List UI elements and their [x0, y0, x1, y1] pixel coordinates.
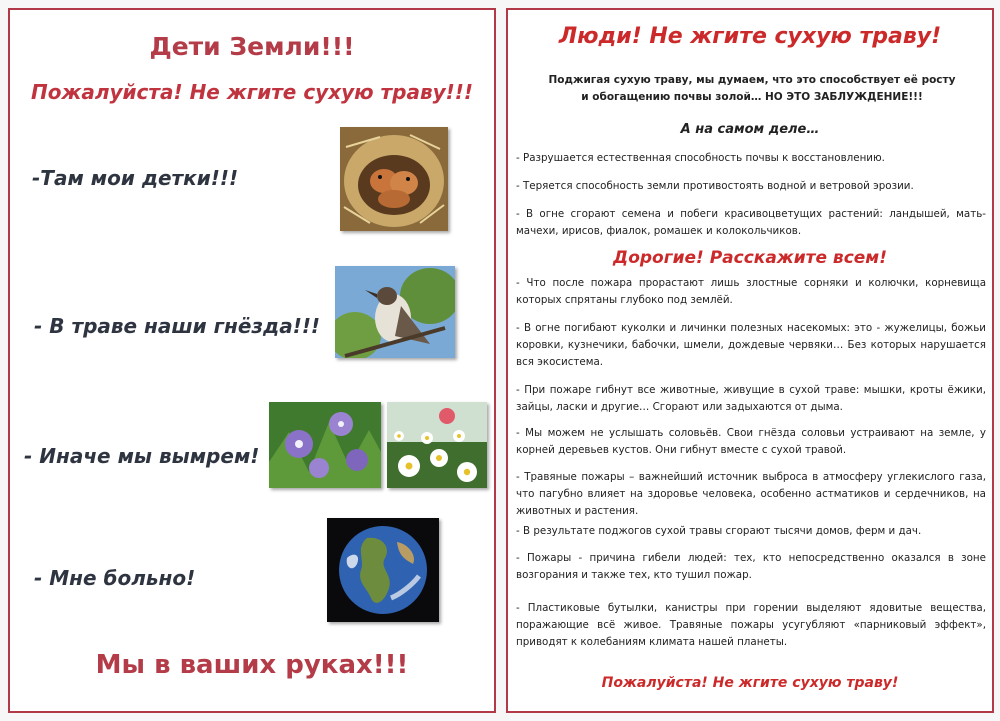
- caption-grass-nests: - В траве наши гнёзда!!!: [34, 314, 321, 338]
- left-title: Дети Земли!!!: [149, 32, 355, 61]
- bird-photo: [335, 266, 455, 358]
- point-people: - Пожары - причина гибели людей: тех, кто непосредственно оказался в зоне возгорания и также тех, кто тушил пожар.: [516, 552, 986, 581]
- fact-item-soil: - Разрушается естественная способность почвы к восстановлению.: [516, 152, 885, 164]
- fact-item-seeds: - В огне сгорают семена и побеги красивоцветущих растений: ландышей, мать-мачехи, ирисов, фиалок, ромашек и колокольчиков.: [516, 208, 986, 237]
- point-insects: - В огне погибают куколки и личинки полезных насекомых: это - жужелицы, божьи коровки, кузнечики, бабочки, шмели, дождевые червяки… Без которых нарушается вся экосистема.: [516, 322, 986, 368]
- caption-nest-babies: -Там мои детки!!!: [32, 166, 239, 190]
- dear-heading: Дорогие! Расскажите всем!: [613, 248, 887, 268]
- right-page: [506, 8, 994, 713]
- point-plastic: - Пластиковые бутылки, канистры при горении выделяют ядовитые вещества, поражающие всё живое. Травяные пожары усугубляют «парниковый эффект», приводят к колебаниям климата нашей планеты.: [516, 602, 986, 648]
- caption-die-out: - Иначе мы вымрем!: [24, 444, 260, 468]
- mice-nest-photo: [340, 127, 448, 231]
- point-co2: - Травяные пожары – важнейший источник выброса в атмосферу углекислого газа, что пагубно влияет на здоровье человека, особенно астматиков и сердечников, на животных и растения.: [516, 471, 986, 517]
- right-title: Люди! Не жгите сухую траву!: [558, 24, 942, 49]
- left-footer: Мы в ваших руках!!!: [95, 650, 409, 680]
- intro-text: [528, 72, 976, 106]
- point-houses: - В результате поджогов сухой травы сгорают тысячи домов, ферм и дач.: [516, 525, 922, 537]
- earth-photo: [327, 518, 439, 622]
- fact-item-erosion: - Теряется способность земли противостоять водной и ветровой эрозии.: [516, 180, 914, 192]
- right-footer: Пожалуйста! Не жгите сухую траву!: [601, 675, 899, 691]
- point-nightingales: - Мы можем не услышать соловьёв. Свои гнёзда соловьи устраивают на земле, у корней деревьев кустов. Они гибнут вместе с сухой травой.: [516, 427, 986, 456]
- intro-line-1: Поджигая сухую траву, мы думаем, что это способствует её росту: [548, 74, 956, 86]
- left-page: [8, 8, 496, 713]
- intro-line-2: и обогащению почвы золой… НО ЭТО ЗАБЛУЖДЕНИЕ!!!: [581, 91, 923, 103]
- caption-hurts: - Мне больно!: [34, 566, 196, 590]
- left-subtitle: Пожалуйста! Не жгите сухую траву!!!: [30, 80, 474, 104]
- daisies-photo: [387, 402, 487, 488]
- point-weeds: - Что после пожара прорастают лишь злостные сорняки и колючки, корневища которых спрятаны глубоко под землёй.: [516, 277, 986, 306]
- fact-heading: А на самом деле…: [680, 122, 820, 137]
- bellflowers-photo: [269, 402, 381, 488]
- point-animals: - При пожаре гибнут все животные, живущие в сухой траве: мышки, кроты ёжики, зайцы, ласки и другие… Сгорают или задыхаются от дыма.: [516, 384, 986, 413]
